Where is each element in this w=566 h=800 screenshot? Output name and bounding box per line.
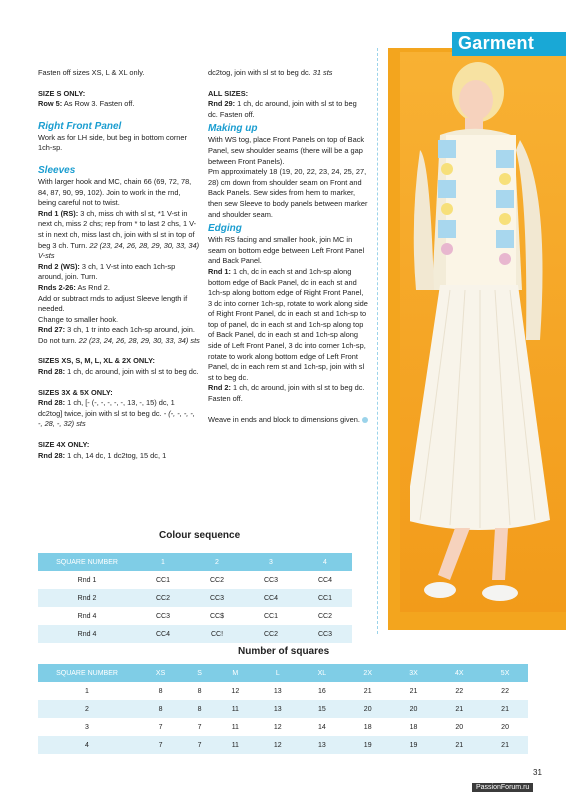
table-cell: CC3 [190, 589, 244, 607]
table-cell: 22 [501, 687, 509, 695]
table-cell: CC3 [298, 625, 352, 643]
table-cell: 19 [345, 736, 391, 754]
table-cell: CC3 [263, 576, 278, 584]
table-cell: 7 [136, 736, 185, 754]
edging-rnd1: Rnd 1: 1 ch, dc in each st and 1ch-sp along bottom edge of Back Panel, dc in each st and 1ch-sp along bottom edge of Right Front Panel, 3 dc into corner 1ch-sp, rotate to work along side of Right Front Panel, dc in each st and 1ch-sp to top of panel, dc in each st and 1ch-sp along top of Back Panel, dc in each st and 1ch-sp along side of Left Front Panel, 3 dc into corner 1ch-sp, rotate to work along bottom edge of Left Front Panel, dc in each rem st and 1ch-sp, join with sl st to beg dc. [208, 266, 368, 382]
table-header-cell: 1 [136, 553, 190, 571]
table-cell: 7 [158, 723, 163, 731]
table-cell: 15 [299, 700, 345, 718]
sleeves-rnd2: Rnd 2 (WS): 3 ch, 1 V-st into each 1ch-sp around, join. Turn. [38, 261, 176, 282]
size-4x-heading: SIZE 4X ONLY: [38, 440, 90, 450]
table-header-cell: 4X [436, 664, 482, 682]
table-cell: 21 [482, 736, 528, 754]
table-cell: CC2 [317, 612, 332, 620]
table-cell: CC4 [244, 589, 298, 607]
size-s-row5: Row 5: As Row 3. Fasten off. [38, 99, 135, 109]
table-header-cell: S [185, 664, 214, 682]
sleeves-adjust: Add or subtract rnds to adjust Sleeve length if needed. [38, 293, 188, 314]
edging-text: With RS facing and smaller hook, join MC in seam on bottom edge between Left Front Panel and Back Panel. [208, 235, 365, 266]
table-cell: 20 [345, 700, 391, 718]
table-cell: 16 [318, 687, 326, 695]
table-cell: 12 [257, 736, 299, 754]
divider-line [377, 48, 378, 634]
table-cell: CC1 [298, 589, 352, 607]
table-header-cell: M [214, 664, 256, 682]
table-cell: 12 [231, 687, 240, 695]
table-cell: 11 [214, 700, 256, 718]
table-cell: CC1 [263, 612, 278, 620]
watermark: PassionForum.ru [472, 783, 533, 792]
table-header-row [38, 664, 528, 682]
table-cell: 12 [273, 723, 282, 731]
table-header-cell: XS [136, 664, 185, 682]
sleeves-rnd1: Rnd 1 (RS): 3 ch, miss ch with sl st, *1 V-st in next ch, miss 2 chs; rep from * to last 2 chs, 1 V-st in next ch, miss last ch, join with sl st in top of beg 3 ch. Turn. 22 (23, 24, 26, 28, 29, 30, 33, 34) V-sts [38, 208, 200, 261]
table-cell: 20 [455, 723, 464, 731]
table-cell: 4 [38, 736, 136, 754]
table-header-cell: L [257, 664, 299, 682]
colour-sequence-table [38, 553, 352, 643]
size-s-heading: SIZE S ONLY: [38, 88, 86, 98]
table-header-cell: XL [299, 664, 345, 682]
table-cell: 13 [299, 736, 345, 754]
sleeves-change-hook: Change to smaller hook. [38, 314, 119, 324]
edging-heading: Edging [208, 223, 242, 235]
text-dc2tog: dc2tog, join with sl st to beg dc. 31 sts [208, 68, 333, 77]
table-cell: 11 [231, 723, 239, 731]
table-cell: 8 [197, 687, 202, 695]
table-cell: 18 [363, 723, 372, 731]
pattern-column-1 [38, 68, 200, 461]
table-cell: 22 [455, 687, 464, 695]
table-cell: 20 [391, 700, 437, 718]
right-front-panel-heading: Right Front Panel [38, 120, 122, 132]
table-row [38, 736, 528, 754]
table-cell: 7 [197, 723, 202, 731]
table-cell: CC2 [136, 589, 190, 607]
sizes-3x-rnd28: Rnd 28: 1 ch, [- (-, -, -, -, -, 13, -, 15) dc, 1 dc2tog] twice, join with sl st to beg dc. - (-, -, -, -, -, 28, -, 32) sts [38, 398, 195, 429]
end-dot-icon [362, 417, 368, 423]
sleeves-rnds2-26: Rnds 2-26: As Rnd 2. [38, 282, 110, 292]
all-sizes-rnd29: Rnd 29: 1 ch, dc around, join with sl st to beg dc. Fasten off. [208, 99, 357, 119]
table-row [38, 682, 528, 700]
sizes-3x-heading: SIZES 3X & 5X ONLY: [38, 387, 113, 397]
table-cell: CC1 [155, 576, 170, 584]
table-cell: 2 [38, 700, 136, 718]
table-row [38, 571, 352, 589]
table-header-cell: 3X [391, 664, 437, 682]
table-cell: 18 [409, 723, 418, 731]
all-sizes-heading: ALL SIZES: [208, 88, 249, 98]
colour-sequence-title: Colour sequence [159, 530, 241, 541]
sleeves-rnd27: Rnd 27: 3 ch, 1 tr into each 1ch-sp around, join. Do not turn. 22 (23, 24, 26, 28, 29, 30, 33, 34) sts [38, 325, 200, 345]
making-up-text-2: Pm approximately 18 (19, 20, 22, 23, 24, 25, 27, 28) cm down from shoulder seam on Front and Back Panels. Sew sides from hem to marker, then sew Sleeve to body panels between marker and shoulder seam. [208, 167, 368, 219]
number-of-squares-table [38, 664, 528, 754]
table-header-cell: 2X [345, 664, 391, 682]
table-cell: Rnd 4 [77, 612, 97, 620]
table-cell: 1 [85, 687, 89, 695]
making-up-text-1: With WS tog, place Front Panels on top of Back Panel, sew shoulder seams (there will be a gap between Front Panels). [208, 135, 365, 166]
table-row [38, 700, 528, 718]
table-cell: CC! [190, 625, 244, 643]
table-cell: 11 [214, 736, 256, 754]
table-cell: 21 [363, 687, 372, 695]
table-cell: 21 [436, 700, 482, 718]
table-cell: CC4 [317, 576, 332, 584]
pattern-column-2 [208, 68, 368, 425]
weave-text: Weave in ends and block to dimensions given. [208, 415, 368, 426]
table-header-cell: 2 [190, 553, 244, 571]
table-cell: CC3 [155, 612, 170, 620]
table-header-cell: 3 [244, 553, 298, 571]
table-cell: 13 [273, 687, 282, 695]
table-cell: 3 [85, 723, 89, 731]
model-photo [410, 40, 560, 610]
section-title: Garment [458, 33, 535, 53]
making-up-heading: Making up [208, 123, 258, 135]
table-cell: Rnd 1 [77, 576, 97, 584]
table-row [38, 718, 528, 736]
table-cell: 14 [318, 723, 326, 731]
table-cell: 21 [436, 736, 482, 754]
table-cell: CC$ [209, 612, 224, 620]
table-cell: 7 [185, 736, 214, 754]
right-front-panel-text: Work as for LH side, but beg in bottom corner 1ch-sp. [38, 132, 187, 153]
table-cell: 19 [391, 736, 437, 754]
sizes-xs-heading: SIZES XS, S, M, L, XL & 2X ONLY: [38, 356, 155, 366]
table-cell: 21 [482, 700, 528, 718]
table-cell: 8 [136, 700, 185, 718]
table-cell: Rnd 2 [38, 589, 136, 607]
sizes-xs-rnd28: Rnd 28: 1 ch, dc around, join with sl st to beg dc. [38, 367, 199, 377]
table-cell: CC2 [209, 576, 224, 584]
table-row [38, 625, 352, 643]
section-header [452, 32, 566, 56]
table-header-cell: SQUARE NUMBER [38, 553, 136, 571]
table-header-row [38, 553, 352, 571]
table-cell: 21 [409, 687, 418, 695]
table-cell: 8 [158, 687, 163, 695]
text-fasten-off: Fasten off sizes XS, L & XL only. [38, 68, 145, 77]
sleeves-heading: Sleeves [38, 164, 76, 176]
table-cell: 8 [185, 700, 214, 718]
table-cell: 20 [501, 723, 509, 731]
size-4x-rnd28: Rnd 28: 1 ch, 14 dc, 1 dc2tog, 15 dc, 1 [38, 450, 167, 460]
edging-rnd2: Rnd 2: 1 ch, dc around, join with sl st to beg dc. Fasten off. [208, 383, 365, 404]
table-row [38, 589, 352, 607]
table-header-cell: SQUARE NUMBER [38, 664, 136, 682]
page-number: 31 [533, 768, 542, 777]
table-header-cell: 4 [298, 553, 352, 571]
sleeves-intro: With larger hook and MC, chain 66 (69, 72, 78, 84, 87, 90, 99, 102). Join to work in the rnd, being careful not to twist. [38, 176, 192, 208]
table-cell: Rnd 4 [38, 625, 136, 643]
table-cell: CC2 [244, 625, 298, 643]
table-header-cell: 5X [482, 664, 528, 682]
number-of-squares-title: Number of squares [238, 646, 330, 657]
table-cell: CC4 [136, 625, 190, 643]
table-row [38, 607, 352, 625]
table-cell: 13 [257, 700, 299, 718]
